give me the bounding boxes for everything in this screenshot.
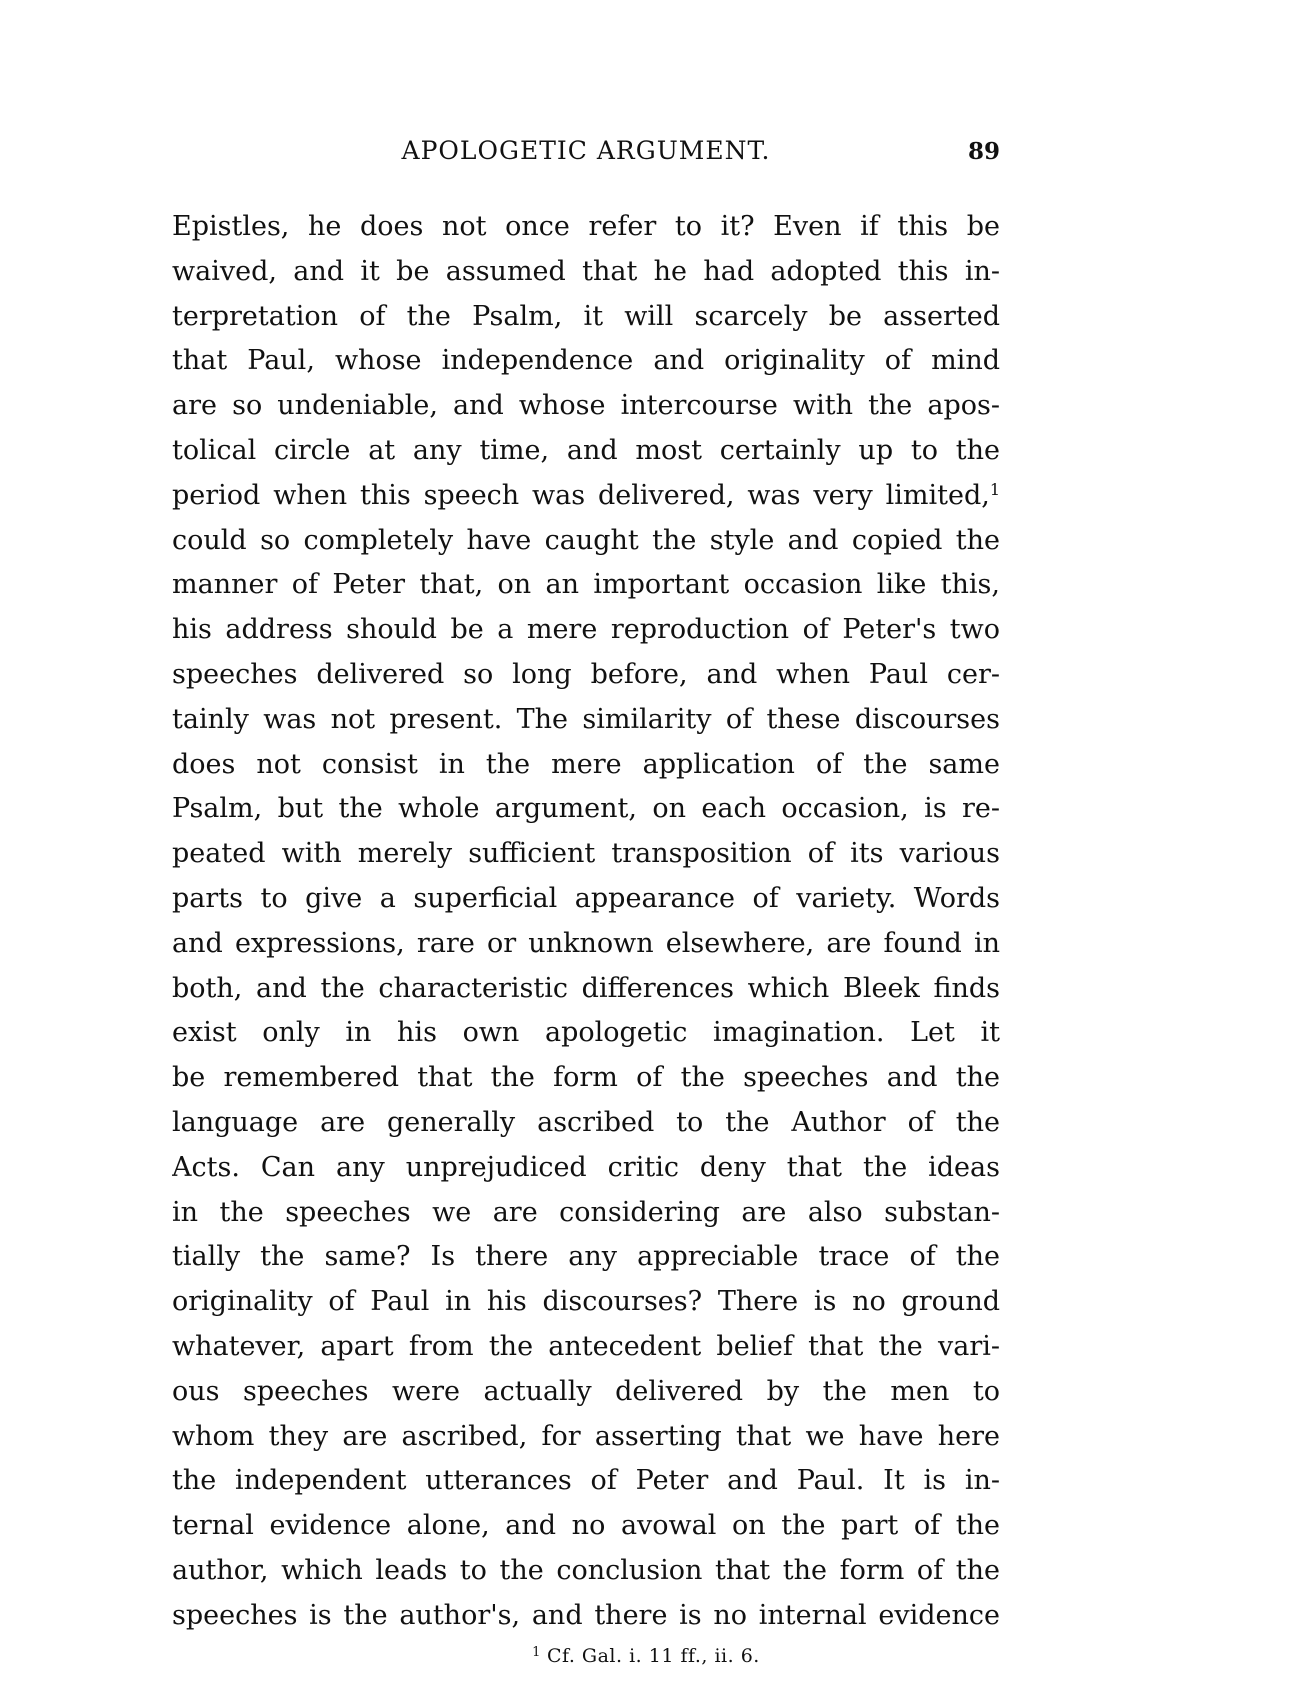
text-line: both, and the characteristic differences which Bleek finds <box>172 972 1000 1004</box>
text-line: originality of Paul in his discourses? There is no ground <box>172 1286 1000 1318</box>
text-line: tainly was not present. The similarity of these discourses <box>172 703 1000 735</box>
text-line: be remembered that the form of the speeches and the <box>172 1062 1000 1094</box>
text-line: tially the same? Is there any appreciable trace of the <box>172 1241 1000 1273</box>
text-line: does not consist in the mere application of the same <box>172 748 1000 780</box>
text-line: Epistles, he does not once refer to it? Even if this be <box>172 211 1000 242</box>
text-line: his address should be a mere reproduction of Peter's two <box>172 614 1000 646</box>
text-line: terpretation of the Psalm, it will scarcely be asserted <box>172 300 1000 332</box>
text-line-content: period when this speech was delivered, was very limited, <box>172 479 990 511</box>
text-line: whom they are ascribed, for asserting that we have here <box>172 1420 1000 1452</box>
page-header <box>172 136 1000 176</box>
footnote-reference: 1 <box>989 479 1000 499</box>
running-head: APOLOGETIC ARGUMENT. <box>401 136 771 165</box>
text-line: exist only in his own apologetic imagination. Let it <box>172 1017 1000 1049</box>
text-line: author, which leads to the conclusion that the form of the <box>172 1554 1000 1586</box>
text-line: are so undeniable, and whose intercourse with the apos- <box>172 390 1000 422</box>
footnote <box>0 1645 1292 1667</box>
text-line: whatever, apart from the antecedent belief that the vari- <box>172 1330 1000 1362</box>
text-line: tolical circle at any time, and most certainly up to the <box>172 434 1000 466</box>
text-line: ous speeches were actually delivered by the men to <box>172 1375 1000 1407</box>
text-line: Psalm, but the whole argument, on each occasion, is re- <box>172 793 1000 825</box>
footnote-marker: 1 <box>532 1645 541 1660</box>
body-text <box>172 205 1000 1639</box>
text-line: language are generally ascribed to the Author of the <box>172 1106 1000 1138</box>
footnote-text: Cf. Gal. i. 11 ff., ii. 6. <box>546 1645 760 1667</box>
text-line: waived, and it be assumed that he had adopted this in- <box>172 255 1000 287</box>
text-line: that Paul, whose independence and originality of mind <box>172 345 1000 377</box>
text-line-with-footnote-ref <box>172 474 1000 519</box>
text-line: speeches delivered so long before, and when Paul cer- <box>172 658 1000 690</box>
text-line: and expressions, rare or unknown elsewhere, are found in <box>172 927 1000 959</box>
text-line: parts to give a superficial appearance of variety. Words <box>172 882 1000 914</box>
text-line: peated with merely sufficient transposition of its various <box>172 838 1000 870</box>
text-line: ternal evidence alone, and no avowal on the part of the <box>172 1510 1000 1542</box>
page-number: 89 <box>967 138 1000 165</box>
text-line: could so completely have caught the style and copied the <box>172 524 1000 556</box>
text-line: Acts. Can any unprejudiced critic deny that the ideas <box>172 1151 1000 1183</box>
text-line: the independent utterances of Peter and Paul. It is in- <box>172 1465 1000 1497</box>
text-line: manner of Peter that, on an important occasion like this, <box>172 569 1000 601</box>
text-line: in the speeches we are considering are also substan- <box>172 1196 1000 1228</box>
text-line: speeches is the author's, and there is no internal evidence <box>172 1599 1000 1631</box>
